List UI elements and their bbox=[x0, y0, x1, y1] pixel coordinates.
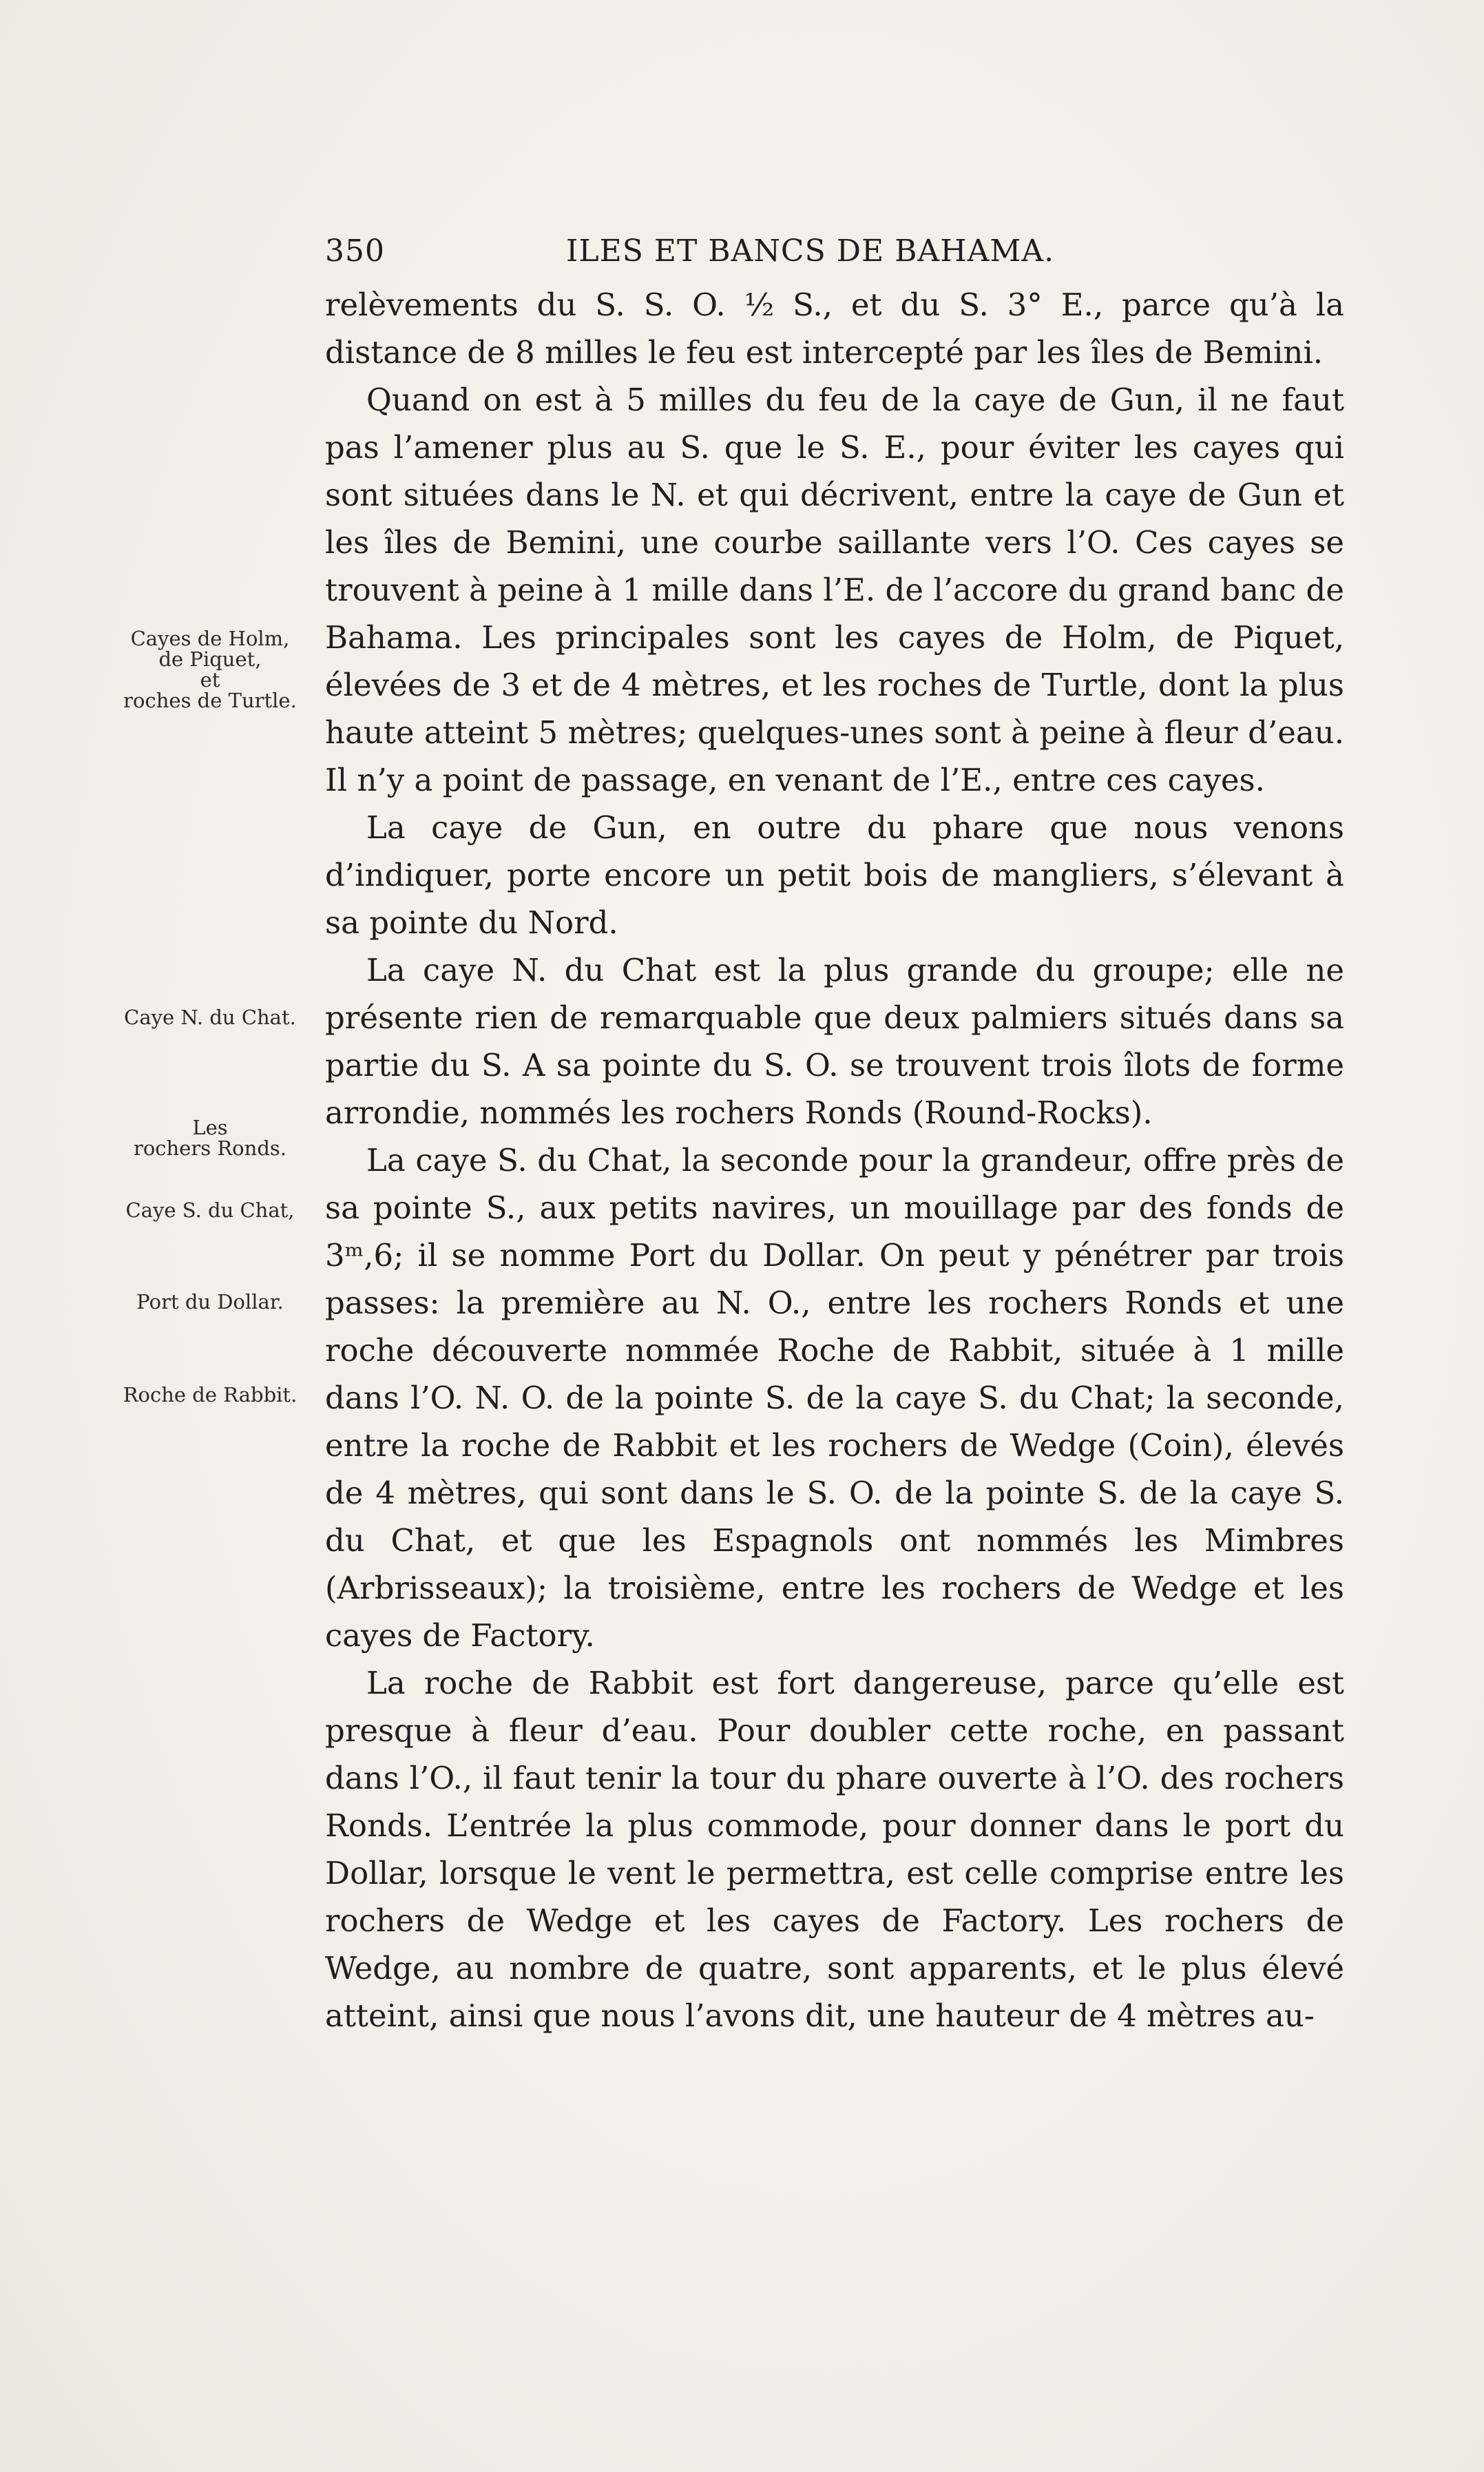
page-number: 350 bbox=[325, 233, 385, 269]
paragraph: La caye de Gun, en outre du phare que nous venons d’indiquer, porte encore un petit bois de mangliers, s’élevant à sa pointe du Nord. bbox=[325, 809, 1344, 941]
margin-note-caye-s-chat: Caye S. du Chat, bbox=[125, 1198, 295, 1222]
paragraph: La roche de Rabbit est fort dangereuse, parce qu’elle est presque à fleur d’eau. Pour doubler cette roche, en passant dans l’O., il faut tenir la tour du phare ouverte à l’O. des rochers Ronds. L’entrée la plus commode, pour donner dans le port du Dollar, lorsque le vent le permettra, est celle comprise entre les rochers de Wedge et les cayes de Factory. Les rochers de Wedge, au nombre de quatre, sont apparents, et le plus élevé atteint, ainsi que nous l’avons dit, une hauteur de 4 mètres au- bbox=[325, 1665, 1344, 2034]
paragraph: La caye S. du Chat, la seconde pour la grandeur, offre près de sa pointe S., aux petits navires, un mouillage par des fonds de 3ᵐ,6; il se nomme Port du Dollar. On peut y pénétrer par trois passes: la première au N. O., entre les rochers Ronds et une roche découverte nommée Roche de Rabbit, située à 1 mille dans l’O. N. O. de la pointe S. de la caye S. du Chat; la seconde, entre la roche de Rabbit et les rochers de Wedge (Coin), élevés de 4 mètres, qui sont dans le S. O. de la pointe S. de la caye S. du Chat, et que les Espagnols ont nommés les Mimbres (Arbrisseaux); la troisième, entre les rochers de Wedge et les cayes de Factory. bbox=[325, 1142, 1344, 1654]
paragraph: Quand on est à 5 milles du feu de la caye de Gun, il ne faut pas l’amener plus au S. que le S. E., pour éviter les cayes qui sont situées dans le N. et qui décrivent, entre la caye de Gun et les îles de Bemini, une courbe saillante vers l’O. Ces cayes se trouvent à peine à 1 mille dans l’E. de l’accore du grand banc de Bahama. Les principales sont les cayes de Holm, de Piquet, élevées de 3 et de 4 mètres, et les roches de Turtle, dont la plus haute atteint 5 mètres; quelques-unes sont à peine à fleur d’eau. Il n’y a point de passage, en venant de l’E., entre ces cayes. bbox=[325, 382, 1344, 798]
paragraph: relèvements du S. S. O. ½ S., et du S. 3° E., parce qu’à la distance de 8 milles le feu est intercepté par les îles de Bemini. bbox=[325, 287, 1344, 371]
margin-note-caye-n-chat: Caye N. du Chat. bbox=[124, 1006, 296, 1029]
margin-note-cayes-holm: Cayes de Holm, de Piquet, et roches de Turtle. bbox=[123, 627, 297, 712]
body-text bbox=[325, 281, 1344, 2039]
margin-note-rochers-ronds: Les rochers Ronds. bbox=[133, 1116, 286, 1160]
margin-note-port-dollar: Port du Dollar. bbox=[136, 1290, 284, 1313]
margin-note-roche-rabbit: Roche de Rabbit. bbox=[123, 1383, 297, 1406]
running-title: ILES ET BANCS DE BAHAMA. bbox=[566, 233, 1055, 269]
paragraph: La caye N. du Chat est la plus grande du groupe; elle ne présente rien de remarquable que deux palmiers situés dans sa partie du S. A sa pointe du S. O. se trouvent trois îlots de forme arrondie, nommés les rochers Ronds (Round-Rocks). bbox=[325, 952, 1344, 1131]
page-header bbox=[325, 227, 1344, 276]
